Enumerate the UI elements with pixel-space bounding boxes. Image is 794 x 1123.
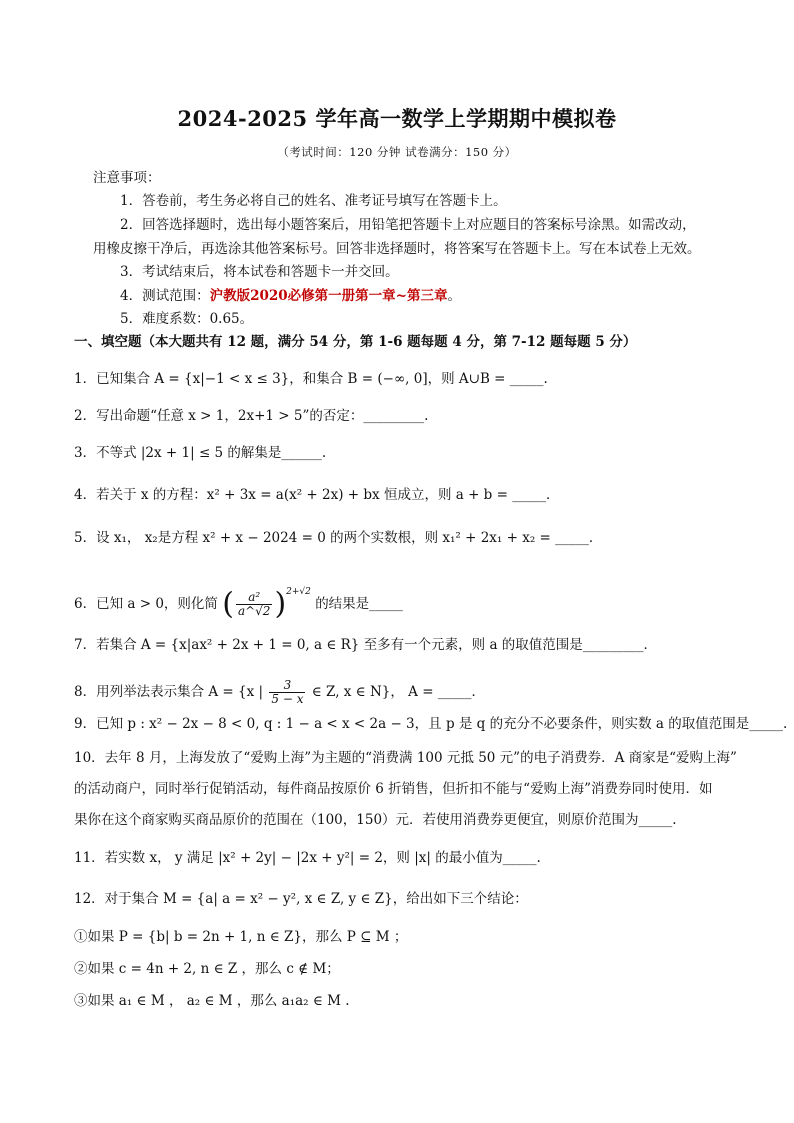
- question-4: 4．若关于 x 的方程：x² + 3x = a(x² + 2x) + bx 恒成立，则 a + b = _____．: [74, 487, 560, 503]
- question-8-fraction: [269, 679, 305, 706]
- question-6-numerator: a²: [236, 591, 273, 605]
- note-5: 5．难度系数：0.65。: [120, 311, 254, 327]
- note-4: [120, 287, 461, 305]
- question-11: 11．若实数 x， y 满足 |x² + 2y| − |2x + y²| = 2，则 |x| 的最小值为_____.: [74, 850, 541, 866]
- question-6-fraction: [236, 591, 273, 618]
- note-3: 3．考试结束后，将本试卷和答题卡一并交回。: [120, 264, 399, 280]
- note-4-end: 。: [447, 288, 461, 304]
- exam-subtitle: （考试时间：120 分钟 试卷满分：150 分）: [277, 145, 517, 159]
- question-9: 9．已知 p : x² − 2x − 8 < 0, q : 1 − a < x < 2a − 3，且 p 是 q 的充分不必要条件，则实数 a 的取值范围是_____.: [74, 716, 788, 732]
- conclusion-2: ②如果 c = 4n + 2, n ∈ Z ，那么 c ∉ M；: [74, 961, 340, 977]
- question-10-line-3: 果你在这个商家购买商品原价的范围在（100，150）元．若使用消费券更便宜，则原价范围为_____.: [74, 812, 677, 828]
- note-2-continued: 用橡皮擦干净后，再选涂其他答案标号。回答非选择题时，将答案写在答题卡上。写在本试卷上无效。: [93, 241, 701, 257]
- question-8-numerator: 3: [269, 679, 305, 693]
- conclusion-1: ①如果 P = {b| b = 2n + 1, n ∈ Z}，那么 P ⊆ M ；: [74, 929, 408, 945]
- question-6-denominator: a^√2: [237, 604, 271, 618]
- question-1: 1．已知集合 A = {x|−1 < x ≤ 3}，和集合 B = (−∞, 0]，则 A∪B = _____.: [74, 371, 548, 387]
- question-6-suffix: 的结果是_____: [315, 596, 403, 612]
- conclusion-3: ③如果 a₁ ∈ M ， a₂ ∈ M ，那么 a₁a₂ ∈ M .: [74, 993, 350, 1009]
- question-8-denominator: 5 − x: [271, 692, 304, 706]
- question-6: [74, 583, 403, 622]
- note-4-scope: 沪教版2020必修第一册第一章~第三章: [209, 288, 448, 304]
- question-2: 2．写出命题“任意 x > 1，2x+1 > 5”的否定：_________.: [74, 408, 429, 424]
- question-6-prefix: 6．已知 a > 0，则化简: [74, 596, 218, 612]
- question-8: [74, 679, 485, 706]
- question-6-exponent: 2+√2: [286, 587, 311, 597]
- note-2: 2．回答选择题时，选出每小题答案后，用铅笔把答题卡上对应题目的答案标号涂黑。如需改动，: [120, 217, 696, 233]
- right-paren: ): [274, 586, 287, 622]
- question-3: 3．不等式 |2x + 1| ≤ 5 的解集是______.: [74, 445, 327, 461]
- exam-title: 2024-2025 学年高一数学上学期期中模拟卷: [177, 106, 617, 131]
- left-paren: (: [222, 586, 234, 622]
- question-8-suffix: ∈ Z, x ∈ N}， A = _____．: [311, 684, 486, 700]
- question-8-prefix: 8．用列举法表示集合 A = {x |: [74, 684, 264, 700]
- notes-heading: 注意事项：: [93, 170, 161, 186]
- question-7: 7．若集合 A = {x|ax² + 2x + 1 = 0, a ∈ R} 至多有一个元素，则 a 的取值范围是_________．: [74, 637, 658, 653]
- question-12: 12．对于集合 M = {a| a = x² − y², x ∈ Z, y ∈ Z}，给出如下三个结论：: [74, 891, 528, 907]
- question-10-line-1: 10．去年 8 月，上海发放了“爱购上海”为主题的“消费满 100 元抵 50 元”的电子消费券．A 商家是“爱购上海”: [74, 750, 737, 766]
- note-1: 1．答卷前，考生务必将自己的姓名、准考证号填写在答题卡上。: [120, 193, 507, 209]
- section-heading: 一、填空题（本大题共有 12 题，满分 54 分，第 1-6 题每题 4 分，第 7-12 题每题 5 分）: [74, 334, 637, 350]
- question-5: 5．设 x₁， x₂是方程 x² + x − 2024 = 0 的两个实数根，则 x₁² + 2x₁ + x₂ = _____．: [74, 530, 603, 546]
- question-10-line-2: 的活动商户，同时举行促销活动，每件商品按原价 6 折销售，但折扣不能与“爱购上海”消费券同时使用．如: [74, 781, 713, 797]
- note-4-label: 4．测试范围：: [120, 288, 210, 304]
